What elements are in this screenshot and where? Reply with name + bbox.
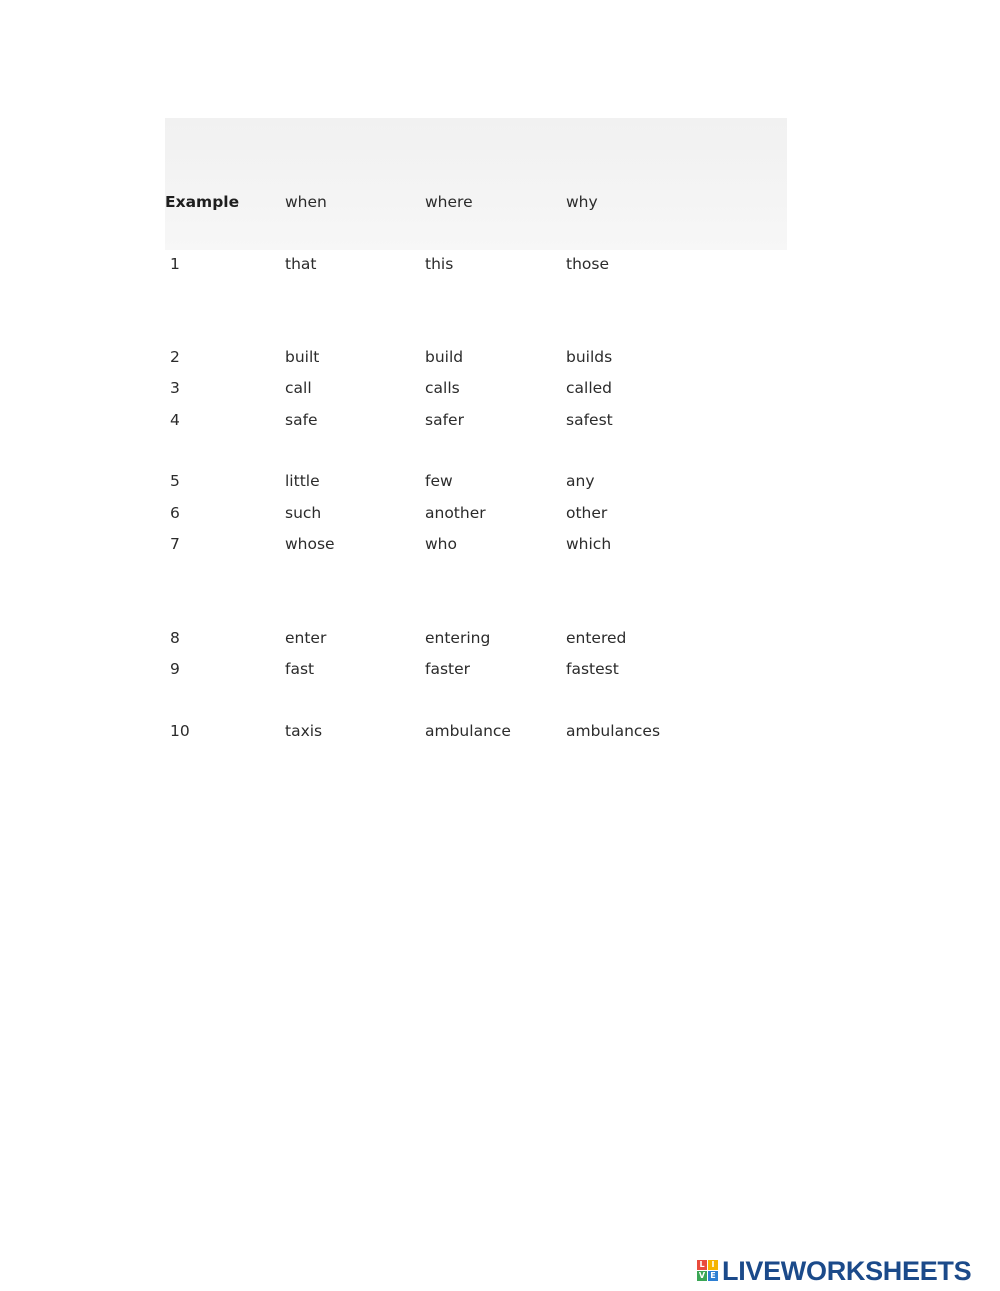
row-label: 4 — [170, 411, 180, 429]
table-row — [0, 533, 1000, 557]
word-option-1: when — [285, 193, 327, 211]
logo-letter: L — [697, 1260, 707, 1270]
row-label: 5 — [170, 472, 180, 490]
word-option-3: fastest — [566, 660, 619, 678]
word-option-2: faster — [425, 660, 471, 678]
logo-letter: V — [698, 1271, 706, 1280]
word-option-1: built — [285, 348, 320, 366]
table-row — [0, 346, 1000, 370]
logo-letter: I — [708, 1260, 718, 1270]
word-option-1: safe — [285, 411, 318, 429]
table-row — [0, 658, 1000, 682]
word-option-3: why — [566, 193, 598, 211]
word-option-1: whose — [285, 535, 335, 553]
row-label: 6 — [170, 504, 180, 522]
table-row — [0, 191, 1000, 215]
word-option-3: safest — [566, 411, 613, 429]
word-option-2: build — [425, 348, 464, 366]
row-label: 10 — [170, 722, 190, 740]
logo-letter: E — [708, 1271, 718, 1281]
word-option-1: taxis — [285, 722, 323, 740]
word-option-2: who — [425, 535, 457, 553]
row-label: 1 — [170, 255, 180, 273]
word-option-2: ambulance — [425, 722, 511, 740]
row-label: 8 — [170, 629, 180, 647]
word-option-2: another — [425, 504, 486, 522]
row-label: 9 — [170, 660, 180, 678]
brand-name: LIVEWORKSHEETS — [722, 1256, 972, 1286]
word-option-2: few — [425, 472, 453, 490]
word-option-1: that — [285, 255, 317, 273]
table-row — [0, 253, 1000, 277]
liveworksheets-logo-icon — [697, 1260, 719, 1282]
table-row — [0, 377, 1000, 401]
row-label: Example — [165, 193, 240, 211]
word-option-2: entering — [425, 629, 491, 647]
table-row — [0, 502, 1000, 526]
row-label: 2 — [170, 348, 180, 366]
word-option-1: call — [285, 379, 312, 397]
liveworksheets-brand[interactable] — [697, 1258, 971, 1284]
word-option-2: where — [425, 193, 473, 211]
word-option-1: such — [285, 504, 322, 522]
word-option-3: any — [566, 472, 595, 490]
word-option-3: builds — [566, 348, 613, 366]
word-option-2: safer — [425, 411, 464, 429]
word-option-3: entered — [566, 629, 627, 647]
row-label: 7 — [170, 535, 180, 553]
word-option-2: this — [425, 255, 454, 273]
word-option-3: those — [566, 255, 609, 273]
table-row — [0, 409, 1000, 433]
word-option-3: which — [566, 535, 612, 553]
word-option-1: enter — [285, 629, 327, 647]
word-option-3: ambulances — [566, 722, 661, 740]
word-option-3: called — [566, 379, 613, 397]
row-label: 3 — [170, 379, 180, 397]
word-option-1: little — [285, 472, 320, 490]
word-option-3: other — [566, 504, 608, 522]
word-option-2: calls — [425, 379, 460, 397]
table-row — [0, 720, 1000, 744]
table-row — [0, 627, 1000, 651]
word-option-1: fast — [285, 660, 315, 678]
table-row — [0, 470, 1000, 494]
